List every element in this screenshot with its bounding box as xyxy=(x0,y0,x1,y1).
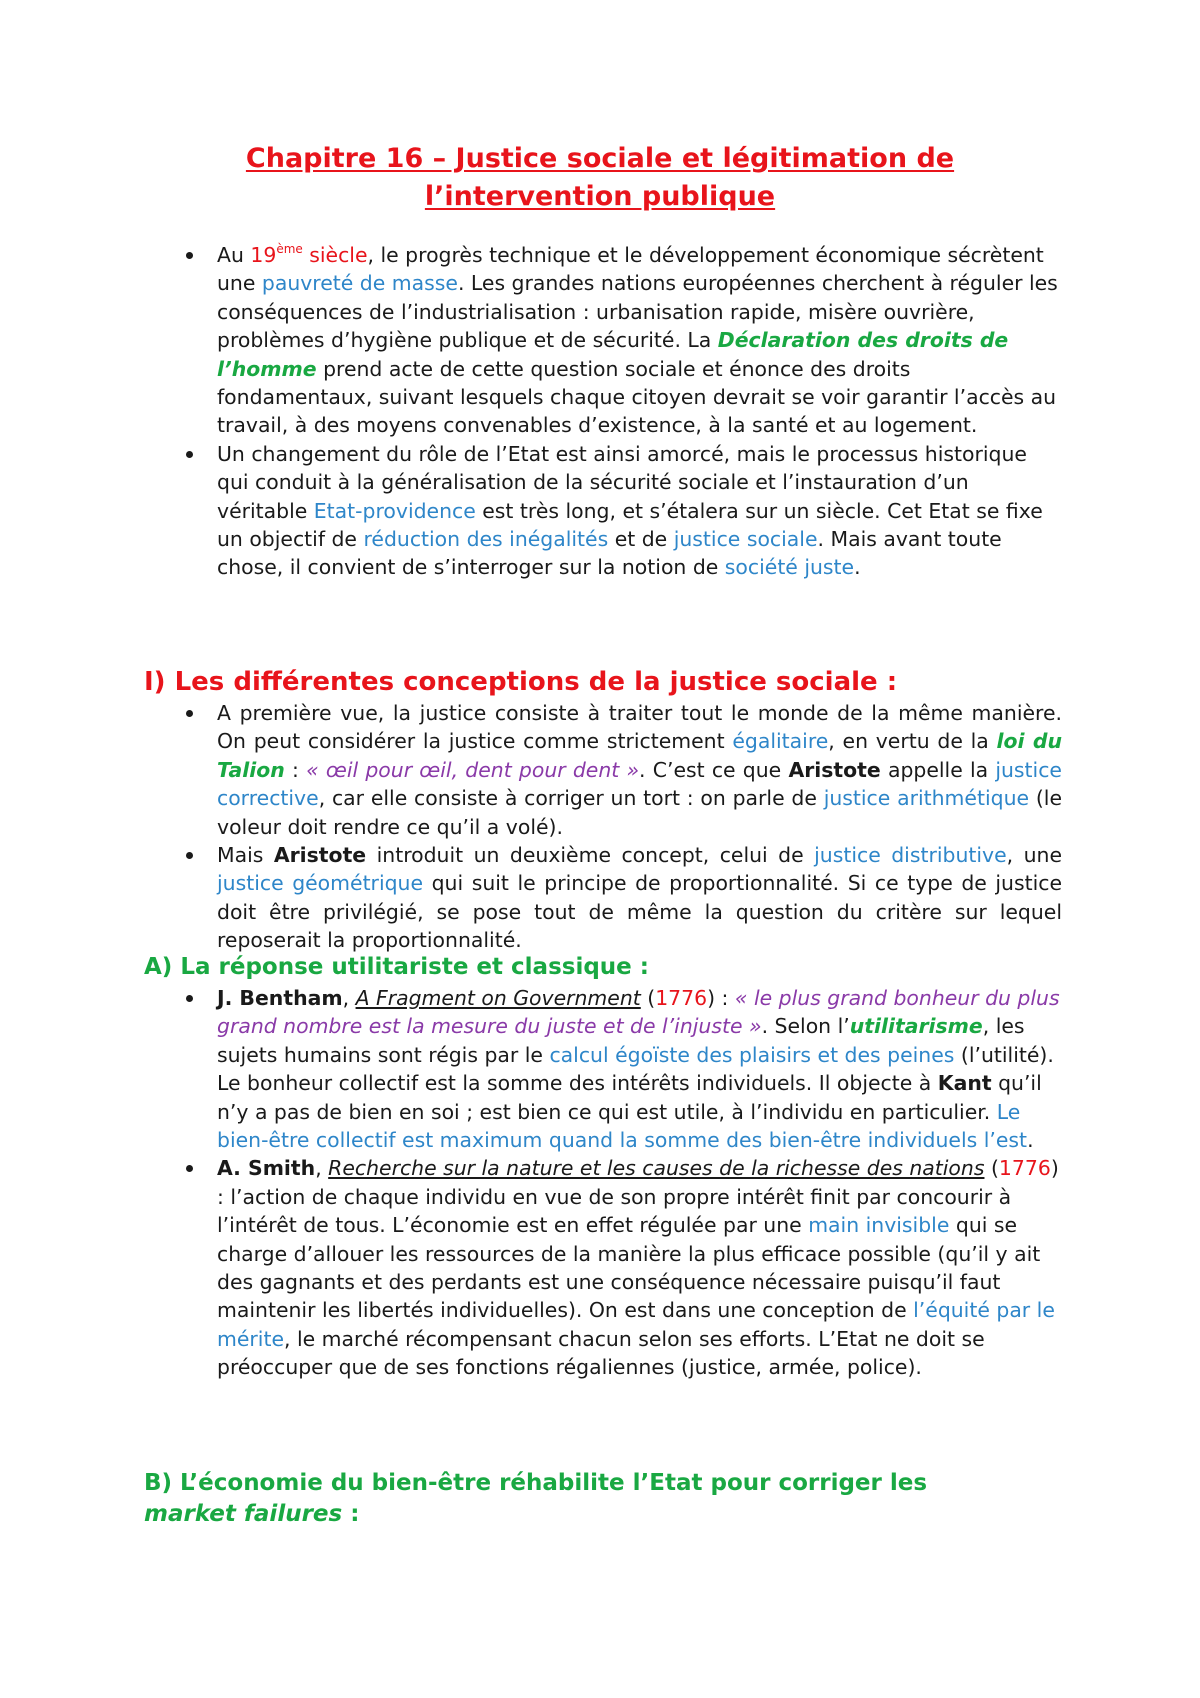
heading-b-text: B) L’économie du bien-être réhabilite l’Etat pour corriger les xyxy=(144,1470,928,1496)
text-run: . xyxy=(854,555,861,580)
text-run: , xyxy=(315,1156,329,1181)
year-bentham: 1776 xyxy=(655,986,708,1010)
text-run: . Selon l’ xyxy=(761,1014,850,1039)
chapter-title-line-1: Chapitre 16 – Justice sociale et légitimation de xyxy=(245,143,955,174)
text-run: ) : xyxy=(707,986,735,1010)
quote-bentham: « le plus grand bonheur du plus grand nombre est la mesure du juste et de l’injuste » xyxy=(217,986,1060,1039)
year-smith: 1776 xyxy=(998,1156,1051,1181)
text-run: ) : l’action de chaque individu en vue de son propre intérêt finit par concourir à l’intérêt de tous. L’économie est en effet régulée par une xyxy=(217,1156,1059,1238)
text-run: introduit un deuxième concept, celui de xyxy=(366,843,815,868)
text-run: (le voleur doit rendre ce qu’il a volé). xyxy=(217,786,1062,839)
text-run: Au xyxy=(217,243,251,267)
text-run: ( xyxy=(984,1156,999,1181)
text-run: , une xyxy=(1006,843,1062,868)
text-run: ( xyxy=(640,986,656,1010)
text-run: . xyxy=(1027,1128,1034,1153)
text-run: Mais xyxy=(217,843,274,868)
keyword-justice-corrective: justice corrective xyxy=(217,757,1062,811)
text-run: appelle la xyxy=(880,757,996,782)
author-bentham: J. Bentham xyxy=(217,986,343,1010)
section1-paragraph-2 xyxy=(0,841,1062,955)
text-run: , xyxy=(342,986,356,1010)
keyword-justice-geometrique: justice géométrique xyxy=(217,871,424,896)
text-run: qui suit le principe de proportionnalité. Si ce type de justice doit être privilégié, se pose tout de même la question du critère sur lequel reposerait la proportionnalité. xyxy=(217,871,1063,953)
century-number: 19 xyxy=(250,243,277,267)
heading-b-colon: : xyxy=(342,1501,360,1527)
bentham-paragraph xyxy=(0,984,1062,1154)
text-run: . C’est ce que xyxy=(639,757,789,782)
keyword-equite-merite: l’équité par le mérite xyxy=(217,1298,1055,1351)
text-run: , les sujets humains sont régis par le xyxy=(217,1014,1025,1067)
keyword-bien-etre-collectif: Le bien-être collectif est maximum quand la somme des bien-être individuels l’est xyxy=(217,1099,1028,1153)
text-run: Un changement du rôle de l’Etat est ainsi amorcé, mais le processus historique qui conduit à la généralisation de la sécurité sociale et l’instauration d’un véritable xyxy=(217,441,1027,523)
keyword-egalitaire: égalitaire xyxy=(732,729,829,754)
work-title-bentham: A Fragment on Government xyxy=(355,986,641,1010)
author-aristote: Aristote xyxy=(788,757,881,782)
text-run: A première vue, la justice consiste à traiter tout le monde de la même manière. On peut considérer la justice comme strictement xyxy=(217,701,1062,754)
intro-paragraph-2 xyxy=(0,440,1062,582)
text-run: . Les grandes nations européennes cherchent à réguler les conséquences de l’industrialisation : urbanisation rapide, misère ouvrière, problèmes d’hygiène publique et de sécurité. La xyxy=(217,271,1058,353)
quote-talion: « œil pour œil, dent pour dent » xyxy=(306,757,640,782)
work-title-smith: Recherche sur la nature et les causes de la richesse des nations xyxy=(328,1156,985,1181)
section-heading-1: I) Les différentes conceptions de la justice sociale : xyxy=(144,667,898,697)
sectionA-list xyxy=(0,984,1200,1382)
smith-paragraph xyxy=(0,1154,1062,1381)
text-run: : xyxy=(284,757,307,782)
keyword-utilitarisme: utilitarisme xyxy=(849,1014,983,1039)
keyword-justice-distributive: justice distributive xyxy=(814,843,1007,868)
chapter-title-line-2: l’intervention publique xyxy=(424,181,776,212)
section-heading-a: A) La réponse utilitariste et classique : xyxy=(144,954,649,980)
century-word: siècle xyxy=(302,243,368,267)
author-smith: A. Smith xyxy=(217,1156,316,1181)
text-run: , le marché récompensant chacun selon ses efforts. L’Etat ne doit se préoccuper que de ses fonctions régaliennes (justice, armée, police). xyxy=(217,1326,985,1380)
section-heading-b xyxy=(144,1468,1044,1530)
text-run: prend acte de cette question sociale et énonce des droits fondamentaux, suivant lesquels chaque citoyen devrait se voir garantir l’accès au travail, à des moyens convenables d’existence, à la santé et au logement. xyxy=(217,356,1057,438)
text-run: qu’il n’y a pas de bien en soi ; est bien ce qui est utile, à l’individu en particulier. xyxy=(217,1071,1042,1124)
keyword-main-invisible: main invisible xyxy=(808,1213,950,1238)
intro-paragraph-1 xyxy=(0,241,1062,440)
author-kant: Kant xyxy=(937,1071,992,1096)
heading-b-market-failures: market failures xyxy=(144,1501,343,1527)
keyword-pauvrete: pauvreté de masse xyxy=(261,271,458,296)
keyword-etat-providence: Etat-providence xyxy=(313,498,476,523)
text-run: . Mais avant toute chose, il convient de s’interroger sur la notion de xyxy=(217,527,1002,580)
text-run: et de xyxy=(608,527,674,552)
text-run: (l’utilité). Le bonheur collectif est la somme des intérêts individuels. Il objecte à xyxy=(217,1042,1054,1096)
section1-list xyxy=(0,699,1200,955)
chapter-title xyxy=(120,140,1080,216)
keyword-justice-arithmetique: justice arithmétique xyxy=(823,786,1030,811)
text-run: qui se charge d’allouer les ressources de la manière la plus efficace possible (qu’il y ait des gagnants et des perdants est une conséquence nécessaire puisqu’il faut maintenir les libertés individuelles). On est dans une conception de xyxy=(217,1213,1041,1323)
keyword-loi-du-talion: loi du Talion xyxy=(217,729,1063,782)
text-run: , le progrès technique et le développement économique sécrètent une xyxy=(217,243,1044,296)
keyword-justice-sociale: justice sociale xyxy=(673,527,818,552)
author-aristote: Aristote xyxy=(273,843,367,868)
keyword-calcul-egoiste: calcul égoïste des plaisirs et des peines xyxy=(549,1042,955,1067)
keyword-reduction-inegalites: réduction des inégalités xyxy=(363,527,609,552)
text-run: , car elle consiste à corriger un tort : on parle de xyxy=(318,786,824,811)
intro-list xyxy=(0,241,1200,582)
text-run: est très long, et s’étalera sur un siècle. Cet Etat se fixe un objectif de xyxy=(217,498,1043,552)
section1-paragraph-1 xyxy=(0,699,1062,841)
century-superscript: ème xyxy=(276,242,303,256)
keyword-societe-juste: société juste xyxy=(724,555,855,580)
keyword-declaration: Déclaration des droits de l’homme xyxy=(217,328,1009,381)
text-run: , en vertu de la xyxy=(828,729,997,754)
